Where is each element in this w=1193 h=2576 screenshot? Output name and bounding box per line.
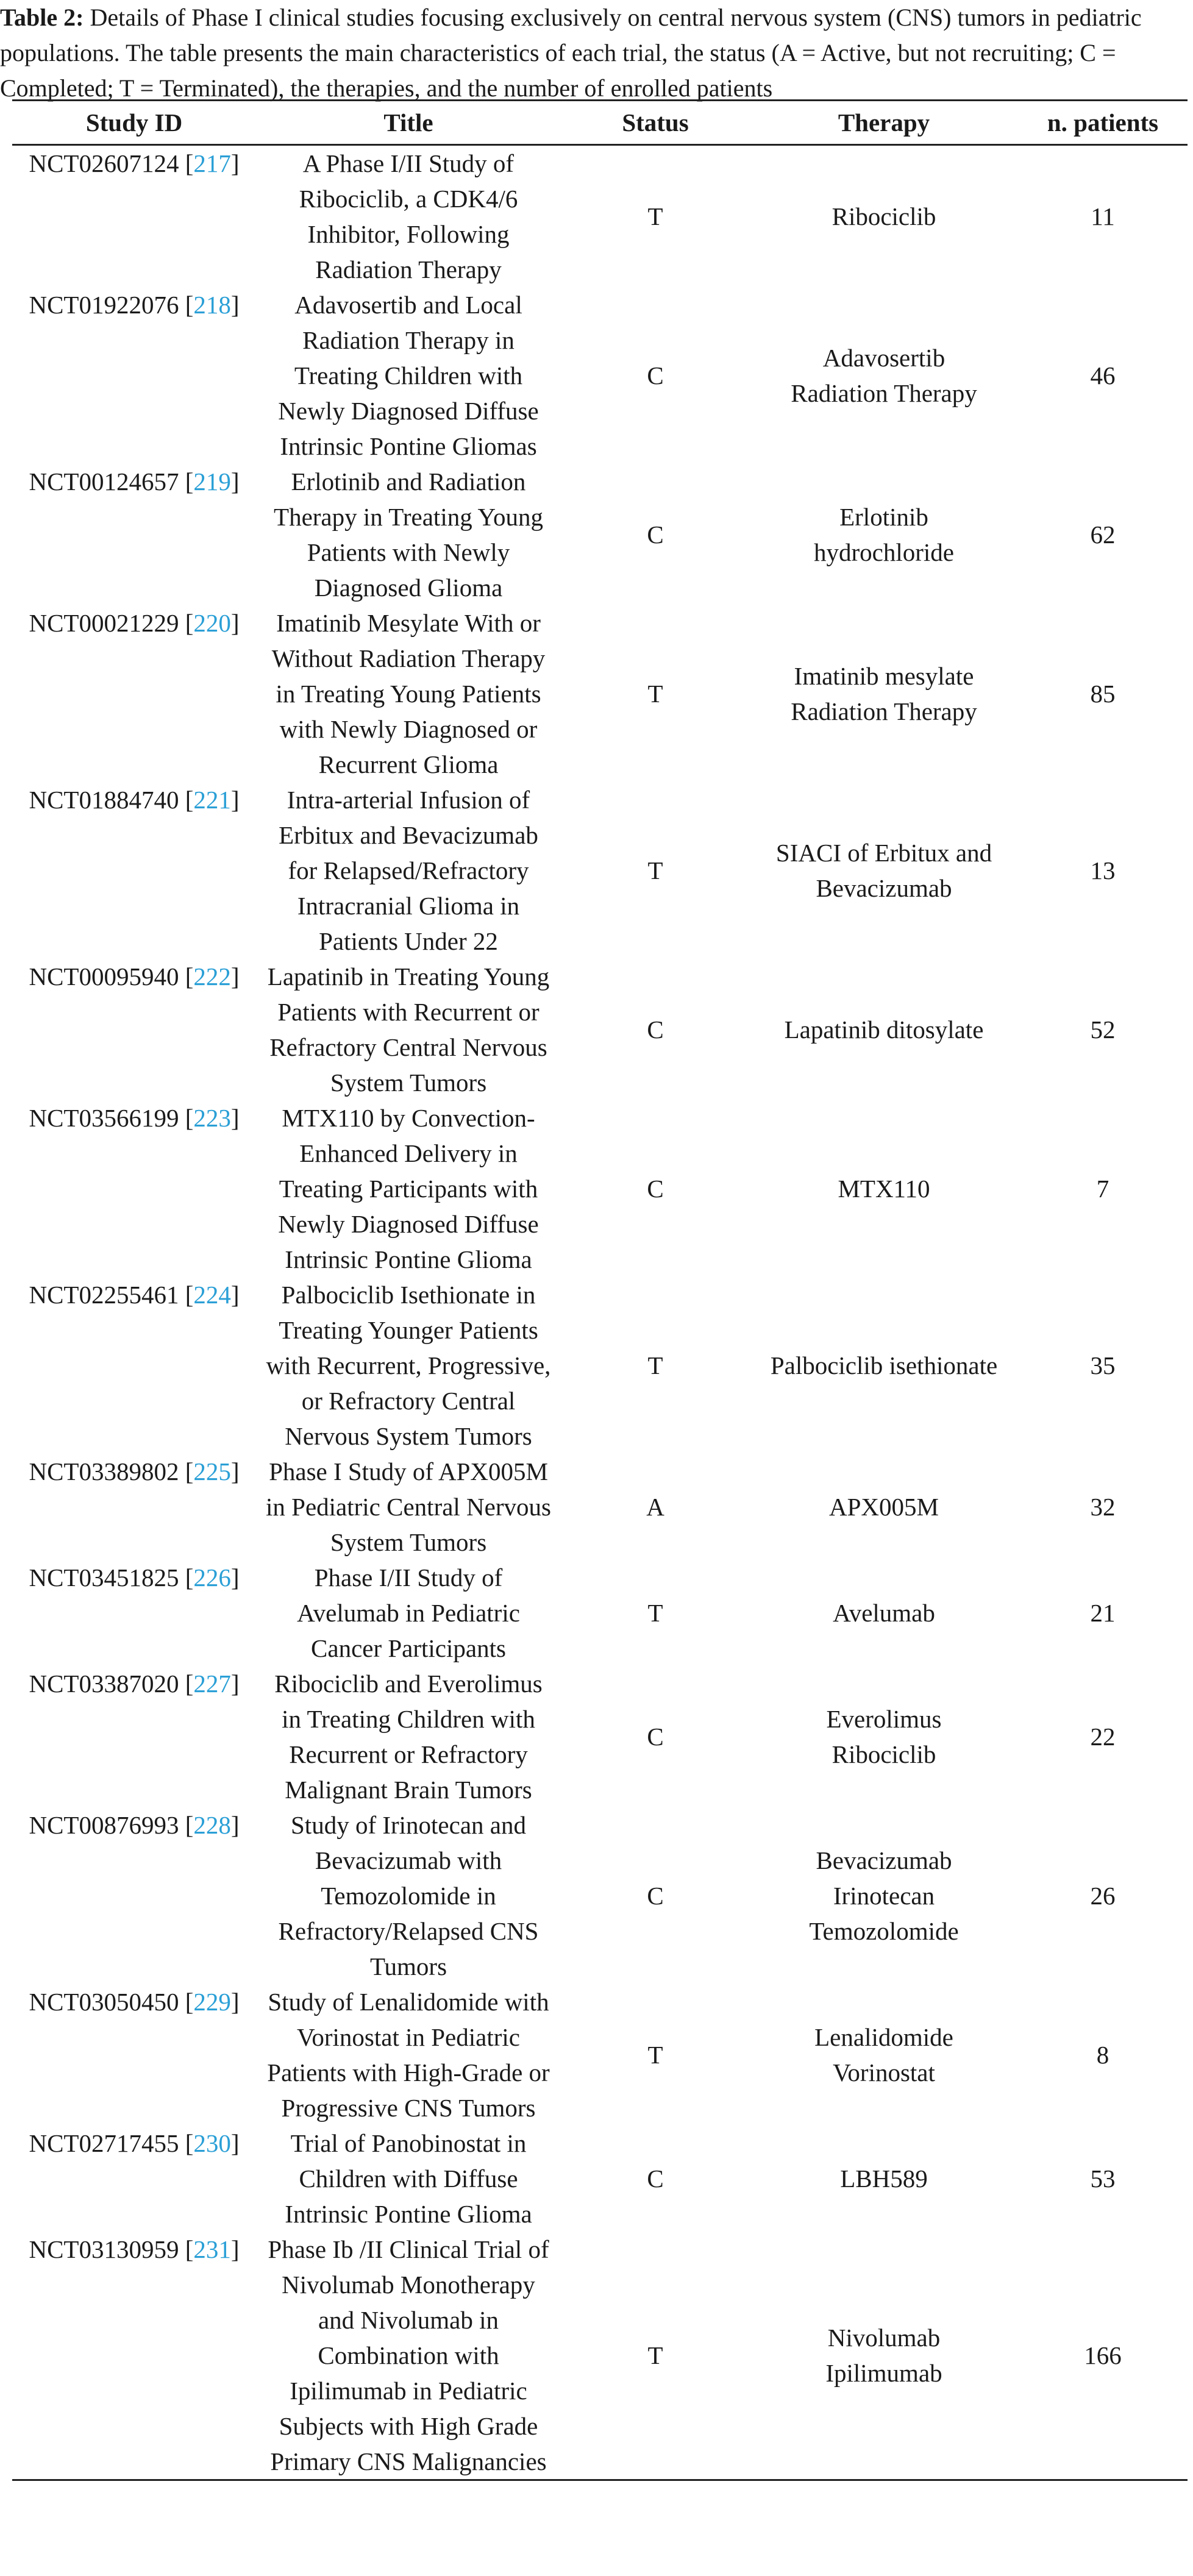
study-title: Study of Irinotecan and Bevacizumab with Temozolomide in Refractory/Relapsed CNS Tumors [278, 1811, 539, 1980]
reference-bracket: ] [230, 1457, 240, 1485]
reference-link[interactable]: 218 [193, 291, 231, 319]
study-title: Erlotinib and Radiation Therapy in Treating Young Patients with Newly Diagnosed Glioma [274, 468, 543, 602]
study-id: NCT01922076 [29, 291, 179, 319]
therapy-item: Adavosertib [822, 344, 945, 372]
reference-bracket: ] [230, 1811, 240, 1839]
study-status: C [647, 521, 664, 549]
study-id-cell [12, 782, 256, 959]
reference-bracket: [ [179, 149, 194, 177]
study-therapy [750, 1100, 1018, 1277]
therapy-item: Ipilimumab [825, 2359, 942, 2387]
reference-bracket: [ [179, 1670, 194, 1698]
reference-bracket: [ [179, 2235, 194, 2263]
study-title: Study of Lenalidomide with Vorinostat in Pediatric Patients with High-Grade or Progressive CNS Tumors [267, 1988, 550, 2122]
reference-bracket: [ [179, 1564, 194, 1592]
table-row [12, 1666, 1188, 1807]
study-title: Adavosertib and Local Radiation Therapy in Treating Children with Newly Diagnosed Diffuse Intrinsic Pontine Gliomas [278, 291, 539, 460]
table-header-row [12, 101, 1188, 145]
patient-count: 35 [1090, 1351, 1116, 1379]
therapy-item: Radiation Therapy [791, 697, 977, 725]
therapy-item: Everolimus [826, 1705, 942, 1733]
reference-link[interactable]: 224 [193, 1281, 231, 1309]
study-id: NCT03566199 [29, 1104, 179, 1132]
study-id-cell [12, 2126, 256, 2232]
reference-link[interactable]: 231 [193, 2235, 231, 2263]
reference-bracket: ] [230, 1104, 240, 1132]
study-status: T [647, 202, 663, 230]
study-title: Intra-arterial Infusion of Erbitux and Bevacizumab for Relapsed/Refractory Intracranial Glioma in Patients Under 22 [279, 786, 538, 955]
study-status: C [647, 361, 664, 390]
study-status: C [647, 1723, 664, 1751]
study-status: T [647, 856, 663, 884]
table-caption [0, 0, 1193, 106]
patient-count: 13 [1090, 856, 1116, 884]
study-id-cell [12, 1807, 256, 1984]
patient-count: 62 [1090, 521, 1116, 549]
study-therapy [750, 1454, 1018, 1560]
study-id: NCT02255461 [29, 1281, 179, 1309]
table-body [12, 145, 1188, 2480]
therapy-item: Lapatinib ditosylate [784, 1016, 984, 1044]
reference-bracket: [ [179, 786, 194, 814]
reference-link[interactable]: 219 [193, 468, 231, 496]
study-id-cell [12, 1984, 256, 2126]
caption-line-1 [0, 0, 1193, 35]
study-id: NCT01884740 [29, 786, 179, 814]
patient-count: 32 [1090, 1493, 1116, 1521]
reference-bracket: [ [179, 291, 194, 319]
therapy-item: Bevacizumab [816, 1846, 952, 1874]
therapy-item: Erlotinib [839, 503, 928, 531]
reference-bracket: ] [230, 1988, 240, 2016]
reference-link[interactable]: 217 [193, 149, 231, 177]
reference-link[interactable]: 227 [193, 1670, 231, 1698]
table-row [12, 464, 1188, 605]
patient-count: 85 [1090, 680, 1116, 708]
study-id-cell [12, 1454, 256, 1560]
patient-count: 22 [1090, 1723, 1116, 1751]
study-status: C [647, 2165, 664, 2193]
study-therapy [750, 145, 1018, 288]
study-id: NCT02717455 [29, 2129, 179, 2157]
study-status: T [647, 1351, 663, 1379]
table-row [12, 1454, 1188, 1560]
reference-bracket: [ [179, 1457, 194, 1485]
therapy-item: Irinotecan [833, 1882, 935, 1910]
reference-bracket: [ [179, 962, 194, 991]
reference-link[interactable]: 222 [193, 962, 231, 991]
study-title: Phase I Study of APX005M in Pediatric Central Nervous System Tumors [266, 1457, 551, 1556]
caption-line-2: populations. The table presents the main characteristics of each trial, the status (A = Active, but not recruiting; C = [0, 39, 1116, 66]
study-title: Phase Ib /II Clinical Trial of Nivolumab Monotherapy and Nivolumab in Combination with Ipilimumab in Pediatric Subjects with High Grade Primary CNS Malignancies [268, 2235, 549, 2475]
reference-link[interactable]: 230 [193, 2129, 231, 2157]
patient-count: 26 [1090, 1882, 1116, 1910]
therapy-item: LBH589 [840, 2165, 928, 2193]
reference-bracket: [ [179, 2129, 194, 2157]
study-title: A Phase I/II Study of Ribociclib, a CDK4/6 Inhibitor, Following Radiation Therapy [299, 149, 518, 283]
reference-bracket: ] [230, 2235, 240, 2263]
study-therapy [750, 1560, 1018, 1666]
header-study-id: Study ID [85, 109, 183, 137]
reference-link[interactable]: 220 [193, 609, 231, 637]
study-id: NCT03050450 [29, 1988, 179, 2016]
therapy-item: Radiation Therapy [791, 379, 977, 407]
study-title: Phase I/II Study of Avelumab in Pediatric Cancer Participants [297, 1564, 520, 1662]
caption-label: Table 2: [0, 4, 84, 31]
reference-link[interactable]: 226 [193, 1564, 231, 1592]
study-title: Trial of Panobinostat in Children with Diffuse Intrinsic Pontine Glioma [285, 2129, 532, 2228]
therapy-item: Ribociclib [832, 202, 936, 230]
study-status: T [647, 2041, 663, 2069]
caption-text-1: Details of Phase I clinical studies focusing exclusively on central nervous system (CNS) tumors in pediatric [84, 4, 1142, 31]
therapy-item: hydrochloride [814, 538, 954, 566]
study-id-cell [12, 287, 256, 464]
study-therapy [750, 605, 1018, 782]
study-id: NCT00021229 [29, 609, 179, 637]
study-id: NCT03451825 [29, 1564, 179, 1592]
study-status: T [647, 680, 663, 708]
therapy-item: Bevacizumab [816, 874, 952, 902]
table-row [12, 2126, 1188, 2232]
reference-link[interactable]: 229 [193, 1988, 231, 2016]
study-status: T [647, 2341, 663, 2369]
study-therapy [750, 464, 1018, 605]
reference-bracket: ] [230, 962, 240, 991]
study-id: NCT03389802 [29, 1457, 179, 1485]
study-id-cell [12, 1560, 256, 1666]
patient-count: 53 [1090, 2165, 1116, 2193]
reference-bracket: [ [179, 1104, 194, 1132]
study-id-cell [12, 464, 256, 605]
study-title: Palbociclib Isethionate in Treating Younger Patients with Recurrent, Progressive, or Refractory Central Nervous System Tumors [266, 1281, 551, 1450]
patient-count: 46 [1090, 361, 1116, 390]
study-title: Ribociclib and Everolimus in Treating Children with Recurrent or Refractory Malignant Brain Tumors [274, 1670, 543, 1804]
study-therapy [750, 2126, 1018, 2232]
patient-count: 8 [1096, 2041, 1109, 2069]
reference-bracket: ] [230, 609, 240, 637]
therapy-item: APX005M [829, 1493, 939, 1521]
study-id: NCT03130959 [29, 2235, 179, 2263]
reference-bracket: ] [230, 149, 240, 177]
reference-bracket: ] [230, 291, 240, 319]
study-status: C [647, 1882, 664, 1910]
header-status: Status [622, 109, 689, 137]
study-title: Imatinib Mesylate With or Without Radiation Therapy in Treating Young Patients with Newly Diagnosed or Recurrent Glioma [271, 609, 546, 778]
study-therapy [750, 782, 1018, 959]
reference-bracket: [ [179, 1988, 194, 2016]
study-id: NCT02607124 [29, 149, 179, 177]
therapy-item: Avelumab [833, 1599, 935, 1627]
study-id-cell [12, 959, 256, 1100]
study-id-cell [12, 605, 256, 782]
header-therapy: Therapy [838, 109, 930, 137]
reference-link[interactable]: 225 [193, 1457, 231, 1485]
study-id-cell [12, 145, 256, 288]
reference-bracket: [ [179, 1281, 194, 1309]
therapy-item: Palbociclib isethionate [770, 1351, 998, 1379]
reference-bracket: [ [179, 609, 194, 637]
study-id: NCT00876993 [29, 1811, 179, 1839]
study-id-cell [12, 1277, 256, 1454]
study-id-cell [12, 1666, 256, 1807]
study-id: NCT00124657 [29, 468, 179, 496]
reference-bracket: ] [230, 1281, 240, 1309]
study-title: MTX110 by Convection-Enhanced Delivery in Treating Participants with Newly Diagnosed Diffuse Intrinsic Pontine Glioma [278, 1104, 539, 1273]
study-id: NCT00095940 [29, 962, 179, 991]
table-row [12, 782, 1188, 959]
therapy-item: MTX110 [838, 1175, 930, 1203]
reference-link[interactable]: 221 [193, 786, 231, 814]
study-title: Lapatinib in Treating Young Patients with Recurrent or Refractory Central Nervous System Tumors [267, 962, 550, 1097]
table-row [12, 959, 1188, 1100]
reference-bracket: ] [230, 2129, 240, 2157]
study-therapy [750, 2232, 1018, 2480]
table-row [12, 1807, 1188, 1984]
study-therapy [750, 1277, 1018, 1454]
reference-bracket: ] [230, 1564, 240, 1592]
reference-bracket: ] [230, 1670, 240, 1698]
therapy-item: Vorinostat [833, 2058, 935, 2087]
study-id-cell [12, 1100, 256, 1277]
reference-bracket: [ [179, 1811, 194, 1839]
reference-link[interactable]: 223 [193, 1104, 231, 1132]
table-row [12, 1100, 1188, 1277]
study-therapy [750, 287, 1018, 464]
caption-line-3: Completed; T = Terminated), the therapies, and the number of enrolled patients [0, 74, 773, 102]
patient-count: 52 [1090, 1016, 1116, 1044]
reference-bracket: ] [230, 468, 240, 496]
study-therapy [750, 1666, 1018, 1807]
therapy-item: Imatinib mesylate [794, 662, 974, 690]
patient-count: 11 [1091, 202, 1115, 230]
therapy-item: Lenalidomide [814, 2023, 953, 2051]
reference-bracket: [ [179, 468, 194, 496]
header-title: Title [383, 109, 433, 137]
therapy-item: Nivolumab [827, 2324, 941, 2352]
study-status: A [646, 1493, 664, 1521]
study-status: T [647, 1599, 663, 1627]
reference-bracket: ] [230, 786, 240, 814]
therapy-item: SIACI of Erbitux and [775, 839, 992, 867]
patient-count: 21 [1090, 1599, 1116, 1627]
table-row [12, 145, 1188, 288]
header-patients: n. patients [1047, 109, 1159, 137]
patient-count: 166 [1084, 2341, 1122, 2369]
study-status: C [647, 1175, 664, 1203]
table-row [12, 1277, 1188, 1454]
patient-count: 7 [1096, 1175, 1109, 1203]
table-row [12, 2232, 1188, 2480]
study-therapy [750, 1807, 1018, 1984]
clinical-studies-table [12, 99, 1188, 2481]
table-row [12, 1984, 1188, 2126]
study-id: NCT03387020 [29, 1670, 179, 1698]
table-row [12, 287, 1188, 464]
reference-link[interactable]: 228 [193, 1811, 231, 1839]
table-row [12, 605, 1188, 782]
study-status: C [647, 1016, 664, 1044]
study-id-cell [12, 2232, 256, 2480]
therapy-item: Ribociclib [832, 1740, 936, 1768]
therapy-item: Temozolomide [809, 1917, 959, 1945]
study-therapy [750, 959, 1018, 1100]
table-row [12, 1560, 1188, 1666]
study-therapy [750, 1984, 1018, 2126]
